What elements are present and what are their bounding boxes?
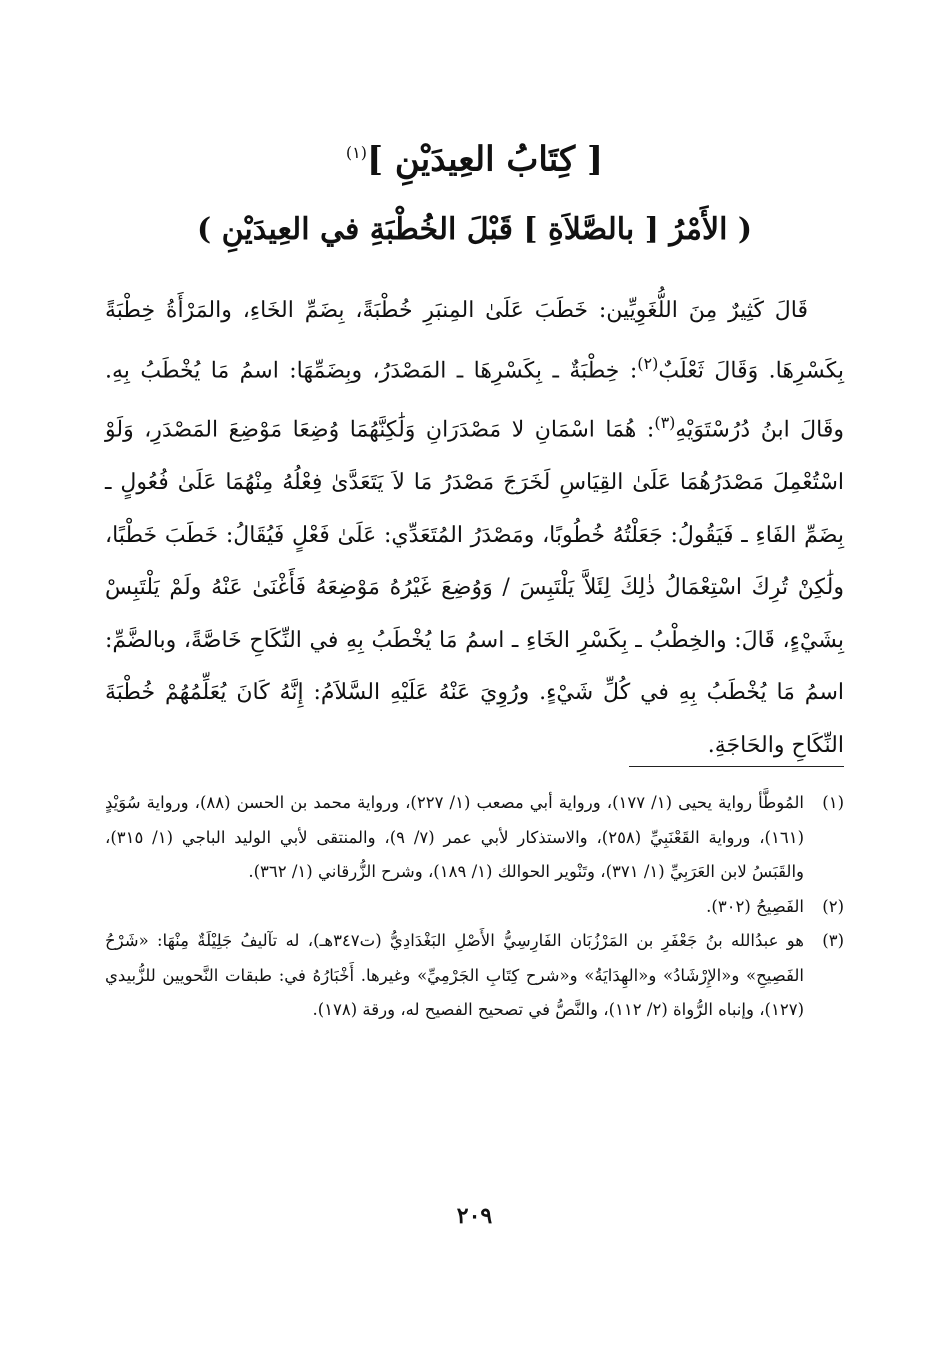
footnote-text: المُوطَّأ رواية يحيى (١/ ١٧٧)، ورواية أبي مصعب (١/ ٢٢٧)، ورواية محمد بن الحسن (٨٨)، ورواية سُوَيْدٍ (١٦١)، ورواية القَعْنَبِيِّ (٢٥٨)، والاستذكار لأبي عمر (٧/ ٩)، والمنتقى لأبي الوليد الباجي (١/ ٣١٥)، والقَبَسُ لابن العَرَبِيِّ (١/ ٣٧١)، وتَنْوير الحوالك (١/ ١٨٩)، وشرح الزُّرقاني (١/ ٣٦٢). [105,793,804,881]
title-footnote-ref: (١) [345,143,367,162]
page-number: ٢٠٩ [456,1203,493,1229]
footnotes [105,786,844,1028]
footnote [105,890,844,925]
book-page [105,0,844,1372]
main-paragraph [105,285,844,772]
main-text [105,285,844,772]
chapter-title-text: [ كِتَابُ العِيدَيْنِ ] [366,139,604,180]
footnote [105,786,844,890]
footnote-ref-3: (٣) [654,413,676,433]
paragraph-segment: قَالَ كَثِيرٌ مِنَ اللُّغَوِيِّين: خَطَبَ عَلَىٰ المِنبَرِ خُطْبَةً، بِضَمِّ الخَاءِ، والمَرْأَةُ خِطْبَةً بِكَسْرِهَا. وَقَالَ ثَعْلَبٌ [105,298,844,383]
chapter-title [105,128,844,184]
footnote [105,924,844,1028]
footnote-number: (٣) [822,931,844,950]
section-subtitle: ( الأَمْرُ [ بالصَّلاَةِ ] قَبْلَ الخُطْبَةِ في العِيدَيْنِ ) [196,212,753,247]
footnote-text: هو عبدُالله بنُ جَعْفَرِ بن المَرْزُبَان الفَارِسِيُّ الأَصْلِ البَغْدَادِيُّ (ت٣٤٧هـ)، له تآليفُ جَلِيْلَةٌ مِنْهَا: «شَرْحُ الفَصِيحِ» و«الإِرْشَادُ» و«الهِدَايَةُ» و«شرح كِتَابِ الجَرْمِيِّ» وغيرها. أَخْبَارُهُ في: طبقات النَّحويين للزُّبيدي (١٢٧)، وإنباه الرُّواة (٢/ ١١٢)، والنَّصُّ في تصحيح الفصيح له، ورقة (١٧٨). [105,931,804,1019]
footnote-number: (١) [822,793,844,812]
footnote-text: الفَصِيحُ (٣٠٢). [706,896,804,916]
footnote-number: (٢) [822,896,844,916]
footnote-ref-2: (٢) [637,353,659,373]
footnote-separator [629,766,844,767]
paragraph-segment: : هُمَا اسْمَانِ لا مَصْدَرَانِ وَلَٰكِنَّهُمَا وُضِعَا مَوْضِعَ المَصْدَرِ، وَلَوْ اسْتُعْمِلَ مَصْدَرُهُمَا عَلَىٰ القِيَاسِ لَخَرَجَ مَصْدَرُ مَا لاَ يَتَعَدَّىٰ فِعْلُهُ مِنْهُمَا عَلَىٰ فُعُولٍ ـ بِضَمِّ الفَاءِ ـ فَيَقُولُ: جَعَلْتُهُ خُطُوبًا، ومَصْدَرُ المُتَعَدِّي: عَلَىٰ فَعْلٍ فَيُقَالُ: خَطَبَ خَطْبًا، ولَٰكِنْ تُرِكَ اسْتِعْمَالُ ذٰلِكَ لِئَلاَّ يَلْتَبِسَ / وَوُضِعَ غَيْرُهُ مَوْضِعَهُ فَأَغْنَىٰ عَنْهُ ولَمْ يَلْتَبِسْ بِشَيْءٍ، قَالَ: والخِطْبُ ـ بِكَسْرِ الخَاءِ ـ اسمُ مَا يُخْطَبُ بِهِ في النِّكَاحِ خَاصَّةً، وبالضَّمِّ: اسمُ مَا يُخْطَبُ بِهِ في كُلِّ شَيْءٍ. ورُوِيَ عَنْهُ عَلَيْهِ السَّلاَمُ: إِنَّهُ كَانَ يُعَلِّمُهُمْ خُطْبَةَ النِّكَاحِ والحَاجَةِ. [105,417,844,758]
paragraph-segment: : خِطْبَةٌ ـ بِكَسْرِهَا ـ المَصْدَرُ، وبِضَمِّهَا: اسمُ مَا يُخْطَبُ بِهِ. وقَالَ ابنُ دُرُسْتَوَيْهِ [105,357,845,443]
